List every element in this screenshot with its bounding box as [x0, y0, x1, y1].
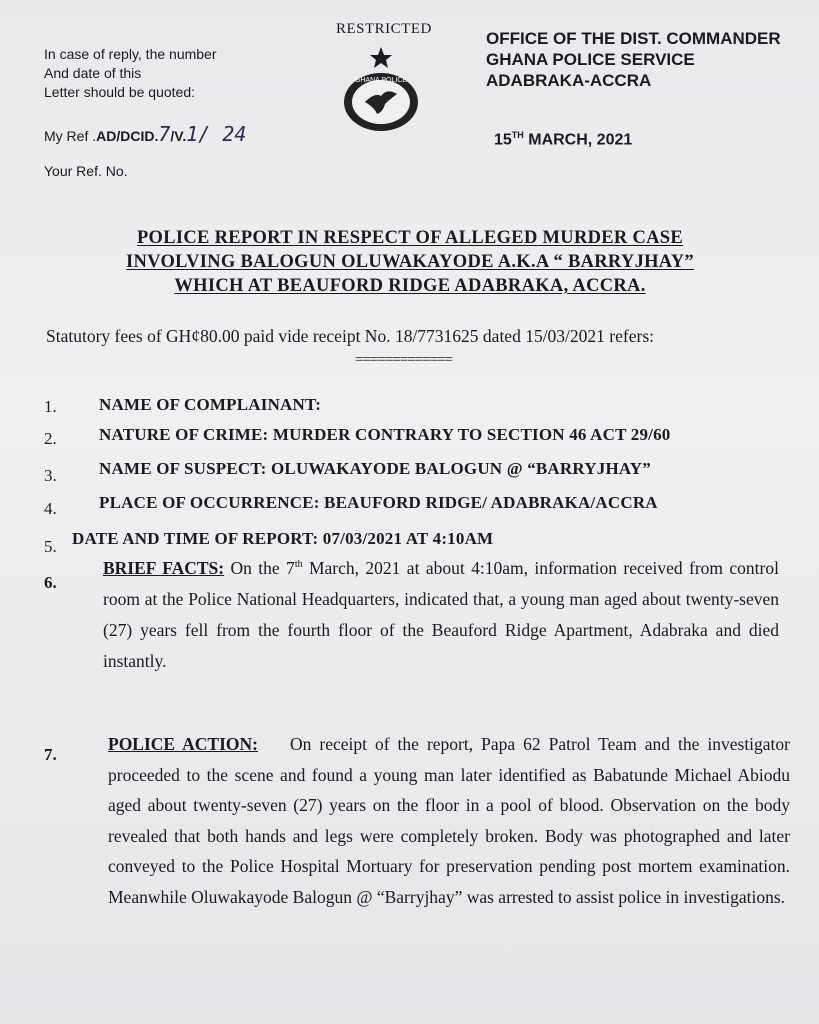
item-number: 7.	[44, 745, 57, 764]
date-suffix: TH	[511, 130, 524, 140]
list-item: NAME OF COMPLAINANT:	[99, 395, 322, 414]
title-line: INVOLVING BALOGUN OLUWAKAYODE A.K.A “ BARRYJHAY”	[126, 252, 694, 272]
reply-line: And date of this	[44, 65, 142, 81]
brief-facts-text: On the 7	[224, 557, 295, 578]
my-ref-label: My Ref .	[44, 128, 97, 144]
item-number: 4.	[44, 499, 57, 518]
office-line: OFFICE OF THE DIST. COMMANDER	[486, 29, 781, 48]
police-seal-icon	[325, 44, 437, 134]
police-action-label: POLICE ACTION:	[108, 734, 258, 754]
fees-statement: Statutory fees of GH¢80.00 paid vide receipt No. 18/7731625 dated 15/03/2021 refers:	[46, 326, 654, 346]
reply-instructions	[44, 45, 217, 102]
my-ref-code: AD/DCID.	[96, 128, 159, 144]
title-line: POLICE REPORT IN RESPECT OF ALLEGED MURDER CASE	[136, 228, 684, 248]
title-line: WHICH AT BEAUFORD RIDGE ADABRAKA, ACCRA.	[174, 276, 646, 296]
reply-line: Letter should be quoted:	[44, 84, 196, 100]
your-ref: Your Ref. No.	[44, 163, 128, 179]
report-title	[40, 226, 780, 298]
office-line: ADABRAKA-ACCRA	[486, 71, 652, 90]
item-number: 5.	[44, 537, 57, 556]
list-item: NATURE OF CRIME: MURDER CONTRARY TO SECTION 46 ACT 29/60	[99, 425, 671, 444]
separator: =============	[355, 352, 452, 368]
reply-line: In case of reply, the number	[44, 46, 217, 62]
brief-facts-text-2: March, 2021 at about 4:10am, information received from control room at the Police National Headquarters, indicated that, a young man aged about twenty-seven (27) years fell from the fourth floor of the Beauford Ridge Apartment, Adabraka and died instantly.	[103, 557, 779, 671]
date-rest: MARCH, 2021	[523, 131, 633, 149]
restricted-label: RESTRICTED	[336, 21, 432, 37]
my-ref-code-2: /V.	[170, 128, 187, 144]
letter-date	[494, 130, 632, 149]
item-number: 6.	[44, 573, 57, 592]
office-address	[486, 28, 781, 91]
my-ref	[44, 122, 246, 146]
date-day: 15	[494, 131, 512, 149]
brief-facts-paragraph	[103, 549, 779, 677]
list-item: NAME OF SUSPECT: OLUWAKAYODE BALOGUN @ “BARRYJHAY”	[99, 459, 651, 478]
brief-facts-sup: th	[294, 559, 303, 570]
police-action-text: On receipt of the report, Papa 62 Patrol Team and the investigator proceeded to the scene and found a young man later identified as Babatunde Michael Abiodu aged about twenty-seven (27) years on the floor in a pool of blood. Observation on the body revealed that both hands and legs were completely broken. Body was photographed and later conveyed to the Police Hospital Mortuary for preservation pending post mortem examination. Meanwhile Oluwakayode Balogun @ “Barryjhay” was arrested to assist police in investigations.	[108, 734, 790, 907]
seal-text: GHANA POLICE	[354, 77, 408, 84]
police-action-paragraph	[108, 729, 790, 912]
item-number: 2.	[44, 429, 57, 448]
item-number: 3.	[44, 466, 57, 485]
list-item: DATE AND TIME OF REPORT: 07/03/2021 AT 4:10AM	[72, 529, 494, 548]
item-number: 1.	[44, 397, 57, 416]
brief-facts-label: BRIEF FACTS:	[103, 557, 225, 578]
my-ref-handwritten-2: 1/ 24	[186, 122, 247, 146]
my-ref-handwritten: 7	[158, 122, 171, 146]
list-item: PLACE OF OCCURRENCE: BEAUFORD RIDGE/ ADABRAKA/ACCRA	[99, 493, 658, 512]
office-line: GHANA POLICE SERVICE	[486, 50, 695, 69]
